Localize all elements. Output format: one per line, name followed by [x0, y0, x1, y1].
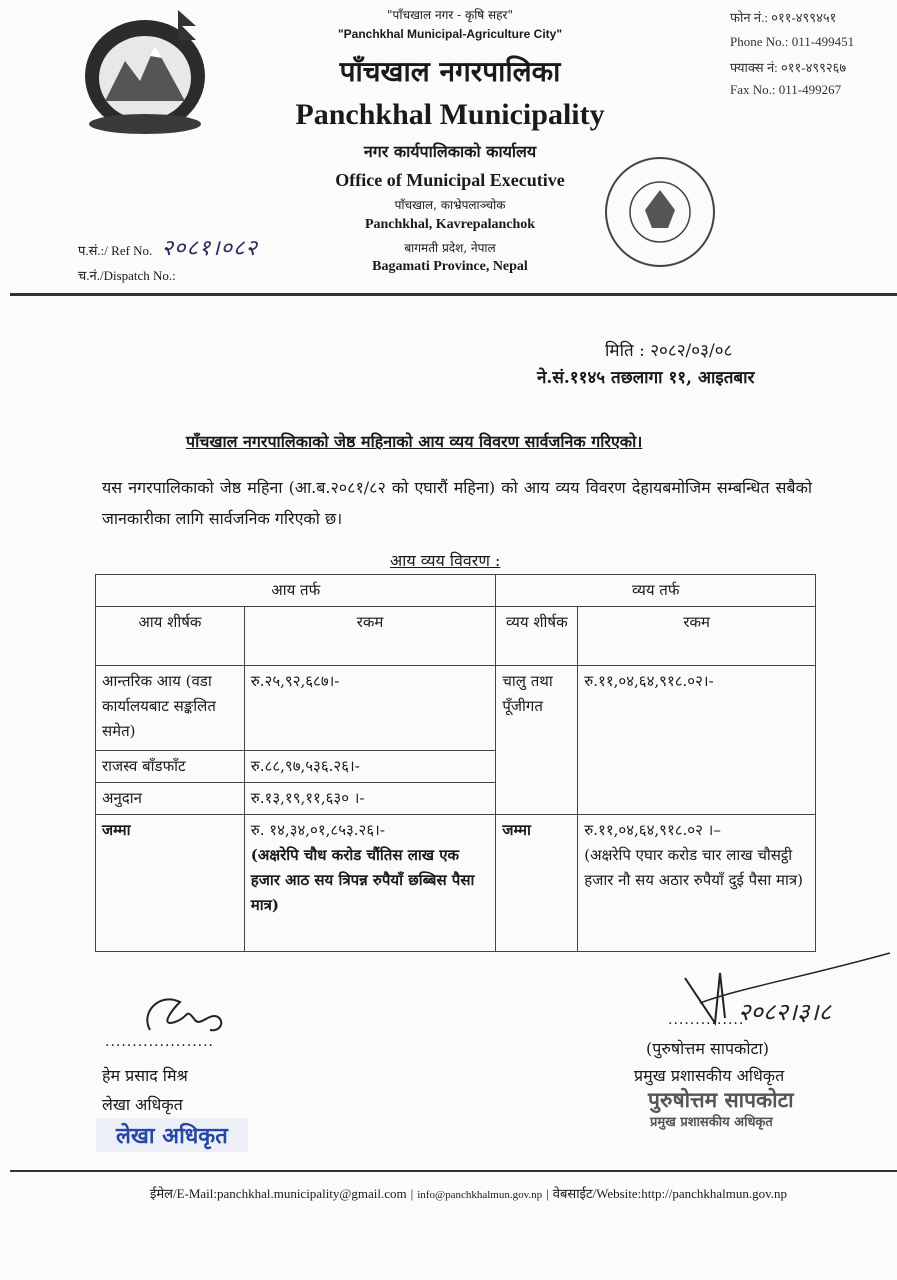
- signer-title-right: प्रमुख प्रशासकीय अधिकृत: [634, 1066, 785, 1085]
- income-heading: आय तर्फ: [96, 575, 496, 607]
- col-income-title: आय शीर्षक: [96, 607, 245, 666]
- col-expense-title: व्यय शीर्षक: [496, 607, 578, 666]
- header-tagline-np: "पाँचखाल नगर - कृषि सहर": [387, 8, 513, 22]
- income-total-words: (अक्षरेपि चौध करोड चौंतिस लाख एक हजार आठ सय त्रिपन्न रुपैयाँ छब्बिस पैसा मात्र): [250, 846, 475, 914]
- address-line: पाँचखाल, काभ्रेपलाञ्चोक: [394, 198, 506, 212]
- expense-title-cell: चालु तथा पूँजीगत: [496, 666, 578, 815]
- emblem-logo: [70, 6, 220, 138]
- nepal-sambat-date: ने.सं.११४५ तछलागा ११, आइतबार: [537, 368, 755, 388]
- income-amount-cell: रु.८८,९७,५३६.२६।-: [244, 751, 496, 783]
- website-link[interactable]: http://panchkhalmun.gov.np: [641, 1186, 788, 1201]
- signer-name-right: (पुरुषोत्तम सापकोटा): [646, 1039, 769, 1058]
- date-line: मिति : २०८२/०३/०८: [605, 341, 733, 361]
- col-income-amount: रकम: [244, 607, 496, 666]
- col-expense-amount: रकम: [578, 607, 816, 666]
- income-total-amount: रु. १४,३४,०१,८५३.२६।-: [250, 821, 385, 839]
- income-expense-table: [95, 574, 816, 952]
- expense-amount-cell: रु.११,०४,६४,९१८.०२।-: [578, 666, 816, 815]
- expense-total-amount: रु.११,०४,६४,९१८.०२ ।–: [584, 821, 721, 839]
- header-tagline-en: "Panchkhal Municipal-Agriculture City": [337, 27, 563, 41]
- signer-title-left: लेखा अधिकृत: [102, 1095, 183, 1114]
- phone-en: Phone No.: 011-499451: [730, 34, 855, 49]
- income-total-cell: [244, 815, 496, 952]
- signature-line: ..............: [668, 1012, 745, 1028]
- signature-line: ....................: [105, 1034, 215, 1050]
- office-name-en: Office of Municipal Executive: [335, 170, 565, 190]
- website-label: वेबसाईट/Website:: [552, 1186, 642, 1201]
- income-title-cell: अनुदान: [96, 783, 245, 815]
- email-link[interactable]: panchkhal.municipality@gmail.com: [217, 1186, 407, 1201]
- ref-label: प.सं.:/ Ref No.: [78, 243, 153, 258]
- office-name-np: नगर कार्यपालिकाको कार्यालय: [363, 142, 537, 161]
- subject-line: पाँचखाल नगरपालिकाको जेष्ठ महिनाको आय व्यय विवरण सार्वजनिक गरिएको।: [186, 432, 643, 451]
- footer-divider: [10, 1170, 897, 1172]
- name-stamp-right: पुरुषोत्तम सापकोटा: [648, 1087, 794, 1112]
- designation-stamp-left: लेखा अधिकृत: [96, 1118, 248, 1152]
- income-title-cell: राजस्व बाँडफाँट: [96, 751, 245, 783]
- address-line: Panchkhal, Kavrepalanchok: [364, 217, 536, 232]
- municipality-name-en: Panchkhal Municipality: [295, 98, 605, 131]
- footer-contact: ईमेल/E-Mail:panchkhal.municipality@gmail.com | info@panchkhalmun.gov.np | वेबसाईट/Website:http://panchkhalmun.gov.np: [150, 1186, 788, 1201]
- title-stamp-right: प्रमुख प्रशासकीय अधिकृत: [650, 1115, 773, 1130]
- handwritten-date: २०८२।३।८: [738, 998, 832, 1026]
- expense-total-cell: [578, 815, 816, 952]
- office-seal-stamp: [590, 150, 730, 280]
- header-divider: [10, 293, 897, 296]
- email-link-2[interactable]: info@panchkhalmun.gov.np: [417, 1189, 543, 1201]
- total-label: जम्मा: [96, 815, 245, 952]
- table-caption: आय व्यय विवरण :: [390, 551, 501, 570]
- income-title-cell: आन्तरिक आय (वडा कार्यालयबाट सङ्कलित समेत): [96, 666, 245, 751]
- address-line: बागमती प्रदेश, नेपाल: [404, 241, 496, 255]
- income-amount-cell: रु.१३,१९,११,६३० ।-: [244, 783, 496, 815]
- ref-value: २०८१।०८२: [161, 236, 258, 261]
- municipality-name-np: पाँचखाल नगरपालिका: [339, 55, 561, 88]
- expense-heading: व्यय तर्फ: [496, 575, 816, 607]
- address-line: Bagamati Province, Nepal: [372, 259, 528, 274]
- email-label: ईमेल/E-Mail:: [150, 1186, 218, 1201]
- table-row-total: [96, 815, 816, 952]
- expense-total-words: (अक्षरेपि एघार करोड चार लाख चौसट्ठी हजार नौ सय अठार रुपैयाँ दुई पैसा मात्र): [584, 846, 803, 889]
- total-label: जम्मा: [496, 815, 578, 952]
- income-amount-cell: रु.२५,९२,६८७।-: [244, 666, 496, 751]
- phone-np: फोन नं.: ०११-४९९४५१: [730, 10, 837, 25]
- table-row: [96, 666, 816, 751]
- signer-name-left: हेम प्रसाद मिश्र: [102, 1066, 188, 1085]
- fax-en: Fax No.: 011-499267: [730, 82, 842, 97]
- reference-number: [78, 232, 258, 262]
- body-paragraph: यस नगरपालिकाको जेष्ठ महिना (आ.ब.२०८१/८२ को एघारौं महिना) को आय व्यय विवरण देहायबमोजिम सम्बन्धित सबैको जानकारीका लागि सार्वजनिक गरिएको छ।: [102, 478, 812, 528]
- fax-np: फ्याक्स नं: ०११-४९९२६७: [730, 60, 847, 75]
- dispatch-label: च.नं./Dispatch No.:: [78, 268, 176, 283]
